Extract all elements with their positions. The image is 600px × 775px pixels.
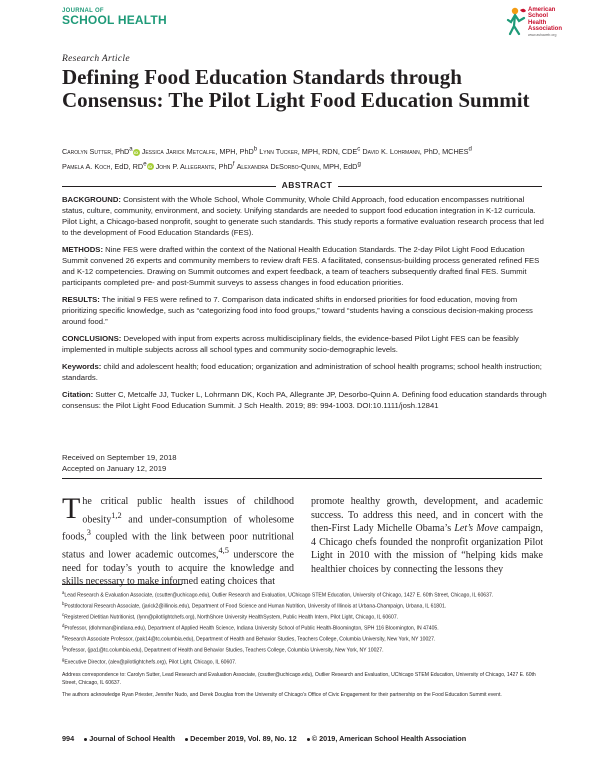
conclusions-label: CONCLUSIONS: <box>62 334 122 343</box>
conclusions-text: Developed with input from experts across multidisciplinary fields, the evidence-based Pilot Light FES can be feasibly implemented in multiple subjects across all school types and community socio-demographic levels. <box>62 334 519 354</box>
footnote-f <box>62 644 544 655</box>
abstract-methods <box>62 244 547 288</box>
body-text-5: promote healthy growth, development, and academic success. To address this need, and in concert with the then-First Lady Michelle Obama’s <box>311 496 543 534</box>
lets-move-italic: Let’s Move <box>454 523 499 534</box>
footer-dot <box>307 738 310 741</box>
body-column-right <box>311 495 543 576</box>
page-number: 994 <box>62 734 75 743</box>
journal-logo-small: JOURNAL OF <box>62 8 104 14</box>
body-text-6: campaign, 4 Chicago chefs founded the nonprofit organization Pilot Light in 2010 with the mission of “helping kids make healthier choices by connecting the lessons they <box>311 523 544 575</box>
methods-label: METHODS: <box>62 245 103 254</box>
author-name: David K. Lohrmann <box>362 147 420 157</box>
footnote-d <box>62 622 544 633</box>
footnote-a <box>62 589 544 600</box>
footnote-mark: c <box>62 612 65 618</box>
author-entry <box>62 147 140 156</box>
keywords-text: child and adolescent health; food education; organization and administration of school health programs; school health instruction; standards. <box>62 362 542 382</box>
journal-logo-big: SCHOOL HEALTH <box>62 13 167 27</box>
abstract-rule-right <box>336 186 542 187</box>
author-degree: , PhD, MCHES <box>419 147 469 157</box>
body-text-1: he critical public health issues of childhood obesity <box>82 496 294 525</box>
footnote-b <box>62 600 544 611</box>
drop-cap: T <box>62 492 81 525</box>
author-affiliation-mark: b <box>253 146 258 153</box>
asha-line-2: School <box>528 13 549 20</box>
author-degree: , MPH, RDN, CDE <box>297 147 358 157</box>
author-name: Pamela A. Koch <box>62 161 111 171</box>
ref-superscript: 4,5 <box>218 546 229 556</box>
background-label: BACKGROUND: <box>62 195 121 204</box>
footnote-mark: g <box>62 656 65 662</box>
asha-line-3: Health <box>528 19 547 26</box>
asha-line-1: American <box>528 7 556 13</box>
abstract-background <box>62 194 547 238</box>
footnote-rule <box>62 584 182 585</box>
footer-copyright: © 2019, American School Health Association <box>311 734 467 743</box>
results-text: The initial 9 FES were refined to 7. Comparison data indicated shifts in endorsed priorities for food education, moving from prioritizing specific knowledge, such as “categorizing food into food groups,” toward “students having a conscious decision-making process around food.” <box>62 295 533 326</box>
ref-superscript: 1,2 <box>111 510 122 520</box>
footnote-c-text: Registered Dietitian Nutritionist, (lynn@pilotlightchefs.org), NorthShore University HealthSystem, Public Health Intern, Pilot Light, Chicago, IL 60607. <box>64 614 399 621</box>
footnote-mark: d <box>62 623 65 629</box>
body-text-3: coupled with the link between poor nutritional status and lower academic outcomes, <box>62 531 294 561</box>
abstract-body <box>62 194 547 417</box>
author-line-1 <box>62 144 542 158</box>
footnote-d-text: Professor, (dlohrman@indiana.edu), Department of Applied Health Science, Indiana University School of Public Health-Bloomington, SPH 116 Bloomington, IN 47405. <box>64 625 439 632</box>
author-degree: , EdD, RD <box>110 161 144 171</box>
asha-logo <box>506 4 586 40</box>
footnote-b-text: Postdoctoral Research Associate, (jarick2@illinois.edu), Department of Food Science and Human Nutrition, University of Illinois at Urbana-Champaign, Urbana, IL 61801. <box>64 603 447 610</box>
footnote-g-text: Executive Director, (alex@pilotlightchefs.org), Pilot Light, Chicago, IL 60607. <box>64 659 237 666</box>
footnote-g <box>62 656 544 667</box>
keywords-label: Keywords: <box>62 362 102 371</box>
author-entry <box>62 162 154 171</box>
body-column-left <box>62 492 294 589</box>
acknowledgement-note: The authors acknowledge Ryan Priester, Jennifer Nudo, and Derek Douglas from the University of Chicago’s Office of Civic Engagement for their partnership on the Food Education Summit event. <box>62 692 502 699</box>
ref-superscript: 3 <box>86 528 91 538</box>
author-name: Alexandra DeSorbo-Quinn <box>236 161 319 171</box>
methods-text: Nine FES were drafted within the context of the National Health Education Standards. The 2-day Pilot Light Food Education Summit convened 26 experts and community members to review draft FES. A facilitated, consensus-building process generated refined FES and K-12 competencies. Drawing on Summit outcomes and expert feedback, a team of teachers subsequently drafted final FES. Summit participants completed pre- and post-Summit surveys to assess changes in food education priorities. <box>62 245 540 287</box>
section-label: Research Article <box>62 54 130 64</box>
author-list <box>62 144 542 173</box>
author-affiliation-mark: e <box>143 160 147 168</box>
article-dates <box>62 452 177 474</box>
author-name: Jessica Jarick Metcalfe <box>141 147 216 157</box>
author-name: Lynn Tucker <box>259 147 298 157</box>
footnote-mark: e <box>62 634 65 640</box>
footnote-e-text: Research Associate Professor, (pak14@tc.columbia.edu), Department of Health and Behavior Studies, Teachers College, Columbia University, New York, NY 10027. <box>64 637 436 644</box>
orcid-icon[interactable]: iD <box>148 164 153 170</box>
author-affiliation-mark: g <box>357 160 361 168</box>
footnote-f-text: Professor, (jpa1@tc.columbia.edu), Department of Health and Behavior Studies, Teachers College, Columbia University, New York, NY 10027. <box>63 648 384 655</box>
asha-url: www.ashaweb.org <box>528 33 557 37</box>
author-line-2 <box>62 158 542 172</box>
background-text: Consistent with the Whole School, Whole Community, Whole Child Approach, food education encompasses nutritional status, culture, community, environment, and society. Unifying standards are needed to support food education integration in K-12 curricula. Pilot Light, a Chicago-based nonprofit, sought to generate such standards. This study reports a formative evaluation research process that led to the development of Food Education Standards (FES). <box>62 195 544 237</box>
abstract-keywords <box>62 361 547 383</box>
author-entry <box>259 147 360 156</box>
abstract-results <box>62 294 547 327</box>
author-name: John P. Allegrante <box>155 161 215 171</box>
author-entry <box>156 162 235 171</box>
footer-issue: December 2019, Vol. 89, No. 12 <box>190 734 297 743</box>
asha-wordmark <box>528 7 562 32</box>
citation-label: Citation: <box>62 390 94 399</box>
author-degree: , PhD <box>111 147 130 157</box>
body-text-2: and under-consumption of wholesome foods, <box>62 513 294 543</box>
author-degree: , PhD <box>214 161 233 171</box>
author-degree: , MPH, PhD <box>215 147 254 157</box>
footnote-mark: b <box>62 601 65 607</box>
footnote-e <box>62 633 544 644</box>
body-paragraph-right <box>311 495 543 576</box>
footnote-a-text: Lead Research & Evaluation Associate, (csutter@uchicago.edu), Outlier Research and Evaluation, UChicago STEM Education, University of Chicago, 1427 E. 60th Street, Chicago, IL 60637. <box>64 592 494 599</box>
footer-journal: Journal of School Health <box>89 734 176 743</box>
author-entry <box>237 162 361 171</box>
dates-rule <box>62 478 542 479</box>
footnote-mark: a <box>62 590 65 595</box>
author-affiliation-mark: d <box>468 146 472 153</box>
body-text-4: underscore the need for today’s youth to acquire the knowledge and skills necessary to make informed eating choices that <box>62 549 294 588</box>
author-entry <box>362 147 471 156</box>
author-degree: , MPH, EdD <box>318 161 358 171</box>
abstract-heading: ABSTRACT <box>276 180 338 190</box>
abstract-rule-left <box>62 186 278 187</box>
asha-line-4: Association <box>528 25 563 32</box>
author-entry <box>142 147 257 156</box>
article-title: Defining Food Education Standards through Consensus: The Pilot Light Food Education Summit <box>62 65 530 112</box>
author-name: Carolyn Sutter <box>62 147 112 157</box>
author-affiliation-mark: f <box>232 160 235 168</box>
accepted-date: Accepted on January 12, 2019 <box>62 464 167 473</box>
received-date: Received on September 19, 2018 <box>62 453 177 462</box>
journal-logo <box>62 8 167 26</box>
results-label: RESULTS: <box>62 295 100 304</box>
footer-dot <box>84 738 87 741</box>
orcid-icon[interactable]: iD <box>134 150 139 155</box>
footnote-c <box>62 611 544 622</box>
body-paragraph-left <box>62 492 294 589</box>
asha-figure-icon <box>506 6 528 36</box>
footnotes <box>62 589 544 700</box>
correspondence-note: Address correspondence to: Carolyn Sutter, Lead Research and Evaluation Associate, (csutter@uchicago.edu), Outlier Research and Evaluation, UChicago STEM Education, University of Chicago, 1427 E. 60th Street, Chicago, IL 60637. <box>62 671 536 687</box>
citation-text: Sutter C, Metcalfe JJ, Tucker L, Lohrmann DK, Koch PA, Allegrante JP, Desorbo-Quinn A. Defining food education standards through consensus: the Pilot Light Food Education Summit. J Sch Health. 2019; 89: 994-1003. DOI:10.1111/josh.12841 <box>62 390 547 410</box>
abstract-citation <box>62 389 547 411</box>
author-affiliation-mark: a <box>129 146 133 153</box>
footer-dot <box>185 738 188 741</box>
abstract-conclusions <box>62 333 547 355</box>
author-affiliation-mark: c <box>357 146 361 153</box>
footnote-mark: f <box>62 645 64 651</box>
page-footer <box>62 734 542 743</box>
